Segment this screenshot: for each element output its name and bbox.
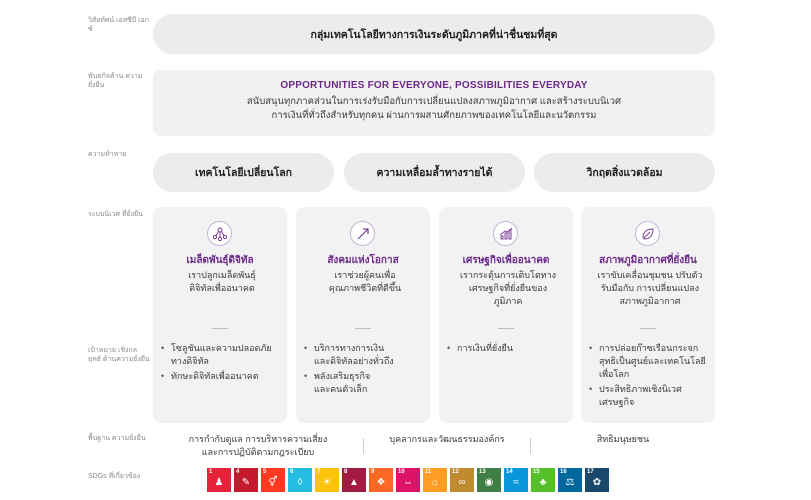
- goal-list: [304, 342, 422, 398]
- rising-arrow-icon: [350, 221, 375, 246]
- sdg-glyph: ♟: [214, 476, 224, 488]
- ecosystem-card: [581, 207, 715, 423]
- sdg-number: 16: [560, 469, 567, 475]
- mission-line: การเงินที่ทั่วถึงสำหรับทุกคน ผ่านการผสานศักยภาพของเทคโนโลยีและนวัตกรรม: [271, 110, 597, 121]
- sdg-goal-10-icon: [396, 468, 420, 492]
- card-subtitle: [169, 269, 275, 295]
- sdg-number: 9: [371, 469, 375, 475]
- sdg-goal-16-icon: [558, 468, 582, 492]
- card-subtitle-line: เราขับเคลื่อนชุมชน ปรับตัว: [597, 270, 703, 280]
- goal-item: [589, 383, 707, 409]
- goal-item-line: สุทธิเป็นศูนย์และเทคโนโลยี: [599, 356, 706, 366]
- sdg-glyph: ⚥: [268, 476, 278, 488]
- mission-box: [153, 70, 715, 136]
- card-divider: [212, 328, 228, 329]
- sdg-goal-15-icon: [531, 468, 555, 492]
- ecosystem-card: [296, 207, 430, 423]
- sdg-number: 4: [236, 469, 240, 475]
- card-subtitle-line: สภาพภูมิอากาศ: [619, 296, 681, 306]
- sdg-number: 8: [344, 469, 348, 475]
- row-label-vision: วิสัยทัศน์ เอสซีบี เอกซ์: [88, 17, 149, 33]
- ecosystem-card: [153, 207, 287, 423]
- sdg-glyph: ⌂: [431, 476, 439, 488]
- sdg-glyph: ✎: [241, 476, 251, 488]
- card-subtitle-line: รับมือกับ การเปลี่ยนแปลง: [600, 283, 700, 293]
- card-subtitle: [455, 269, 561, 308]
- goal-item: [161, 342, 279, 368]
- goal-item-line: ทางดิจิทัล: [171, 356, 209, 366]
- vision-pill: [153, 14, 715, 54]
- mission-line: สนับสนุนทุกภาคส่วนในการเร่งรับมือกับการเปลี่ยนแปลงสภาพภูมิอากาศ และสร้างระบบนิเวศ: [246, 96, 622, 107]
- card-divider: [640, 328, 656, 329]
- sdg-number: 13: [479, 469, 486, 475]
- goal-list: [589, 342, 707, 411]
- card-title: เมล็ดพันธุ์ดิจิทัล: [186, 255, 254, 266]
- row-label-foundation: พื้นฐาน ความยั่งยืน: [88, 435, 146, 442]
- challenge-pill: [344, 153, 525, 192]
- foundation-item: [364, 433, 530, 446]
- sdg-goal-17-icon: [585, 468, 609, 492]
- card-divider: [498, 328, 514, 329]
- sdg-number: 7: [317, 469, 321, 475]
- card-subtitle-line: เรากระตุ้นการเติบโตทาง: [459, 270, 557, 280]
- row-label-challenges: ความท้าทาย: [88, 151, 127, 158]
- card-title: สังคมแห่งโอกาส: [327, 255, 399, 266]
- card-subtitle-line: เศรษฐกิจที่ยั่งยืนของ: [468, 283, 548, 293]
- card-title: สภาพภูมิอากาศที่ยั่งยืน: [599, 255, 697, 266]
- sdg-icon-row: [207, 468, 609, 492]
- leaf-hand-icon: [635, 221, 660, 246]
- vision-text: กลุ่มเทคโนโลยีทางการเงินระดับภูมิภาคที่น่าชื่นชมที่สุด: [310, 28, 558, 41]
- foundation-line: การกำกับดูแล การบริหารความเสี่ยง: [188, 434, 328, 444]
- sdg-number: 15: [533, 469, 540, 475]
- goal-item-line: • ทักษะดิจิทัลเพื่ออนาคต: [171, 371, 259, 381]
- goal-list: [447, 342, 565, 357]
- sdg-glyph: ∞: [458, 476, 466, 488]
- foundation-line: และการปฏิบัติตามกฎระเบียบ: [201, 447, 315, 457]
- sdg-glyph: ♣: [539, 476, 547, 488]
- sdg-glyph: ≈: [513, 476, 519, 488]
- card-subtitle-line: คุณภาพชีวิตที่ดีขึ้น: [328, 283, 402, 293]
- sdg-glyph: ◉: [484, 476, 494, 488]
- sdg-number: 17: [587, 469, 594, 475]
- sdg-number: 12: [452, 469, 459, 475]
- card-title: เศรษฐกิจเพื่ออนาคต: [462, 255, 550, 266]
- sdg-goal-1-icon: [207, 468, 231, 492]
- goal-item: [304, 342, 422, 368]
- card-divider: [355, 328, 371, 329]
- sdg-glyph: ⇔: [403, 476, 413, 488]
- sdg-number: 10: [398, 469, 405, 475]
- card-subtitle-line: ดิจิทัลเพื่ออนาคต: [189, 283, 255, 293]
- goal-item-line: • การเงินที่ยั่งยืน: [457, 343, 513, 353]
- goal-item-line: และดิจิทัลอย่างทั่วถึง: [314, 356, 394, 366]
- goal-item: [447, 342, 565, 355]
- card-subtitle-line: ภูมิภาค: [493, 296, 523, 306]
- sdg-number: 14: [506, 469, 513, 475]
- goal-item: [304, 370, 422, 396]
- sdg-number: 1: [209, 469, 213, 475]
- card-subtitle: [597, 269, 703, 308]
- sdg-number: 11: [425, 469, 432, 475]
- goal-item-line: • บริการทางการเงิน: [314, 343, 385, 353]
- row-label-mission: พันธกิจด้าน ความยั่งยืน: [88, 73, 143, 89]
- foundation-item: [531, 433, 715, 446]
- sdg-goal-5-icon: [261, 468, 285, 492]
- sdg-glyph: ⚖: [565, 476, 575, 488]
- sdg-goal-12-icon: [450, 468, 474, 492]
- goal-item-line: • การปล่อยก๊าซเรือนกระจก: [599, 343, 699, 353]
- card-subtitle-line: เราปลูกเมล็ดพันธุ์: [188, 270, 256, 280]
- foundation-line: บุคลากรและวัฒนธรรมองค์กร: [389, 434, 505, 444]
- sdg-glyph: ◊: [297, 476, 303, 488]
- sdg-number: 6: [290, 469, 294, 475]
- goal-item: [589, 342, 707, 381]
- goal-item-line: • ประสิทธิภาพเชิงนิเวศ: [599, 384, 682, 394]
- sdg-number: 5: [263, 469, 267, 475]
- sdg-glyph: ☀: [322, 476, 332, 488]
- sdg-goal-4-icon: [234, 468, 258, 492]
- challenge-label: ความเหลื่อมล้ำทางรายได้: [376, 167, 493, 179]
- row-label-ecosystem: ระบบนิเวศ ที่ยั่งยืน: [88, 211, 143, 218]
- mission-text: [153, 95, 715, 123]
- sdg-goal-9-icon: [369, 468, 393, 492]
- goal-item-line: • พลังเสริมธุรกิจ: [314, 371, 371, 381]
- sdg-goal-6-icon: [288, 468, 312, 492]
- ecosystem-card: [439, 207, 573, 423]
- challenge-pill: [534, 153, 715, 192]
- sdg-goal-14-icon: [504, 468, 528, 492]
- goal-item-line: เพื่อโลก: [599, 369, 630, 379]
- sdg-goal-13-icon: [477, 468, 501, 492]
- row-label-goals: เป้าหมาย เชิงกลยุทธ์ ด้านความยั่งยืน: [88, 347, 150, 363]
- goal-item: [161, 370, 279, 383]
- foundation-line: สิทธิมนุษยชน: [596, 434, 650, 444]
- foundation-item: [153, 433, 363, 459]
- challenge-label: เทคโนโลยีเปลี่ยนโลก: [194, 167, 293, 179]
- sdg-glyph: ❖: [376, 476, 386, 488]
- goal-item-line: • โซลูชันและความปลอดภัย: [171, 343, 272, 353]
- sdg-glyph: ▲: [349, 476, 359, 488]
- challenge-label: วิกฤตสิ่งแวดล้อม: [586, 167, 663, 179]
- goal-item-line: และคนตัวเล็ก: [314, 384, 368, 394]
- row-label-sdgs: SDGs ที่เกี่ยวข้อง: [88, 473, 141, 480]
- sdg-goal-11-icon: [423, 468, 447, 492]
- growth-chart-icon: [493, 221, 518, 246]
- card-subtitle: [312, 269, 418, 295]
- goal-list: [161, 342, 279, 385]
- sdg-glyph: ✿: [592, 476, 602, 488]
- goal-item-line: เศรษฐกิจ: [599, 397, 635, 407]
- sdg-goal-8-icon: [342, 468, 366, 492]
- mission-title: OPPORTUNITIES FOR EVERYONE, POSSIBILITIES EVERYDAY: [280, 80, 588, 91]
- challenge-pill: [153, 153, 334, 192]
- people-network-icon: [207, 221, 232, 246]
- card-subtitle-line: เราช่วยผู้คนเพื่อ: [334, 270, 396, 280]
- sdg-goal-7-icon: [315, 468, 339, 492]
